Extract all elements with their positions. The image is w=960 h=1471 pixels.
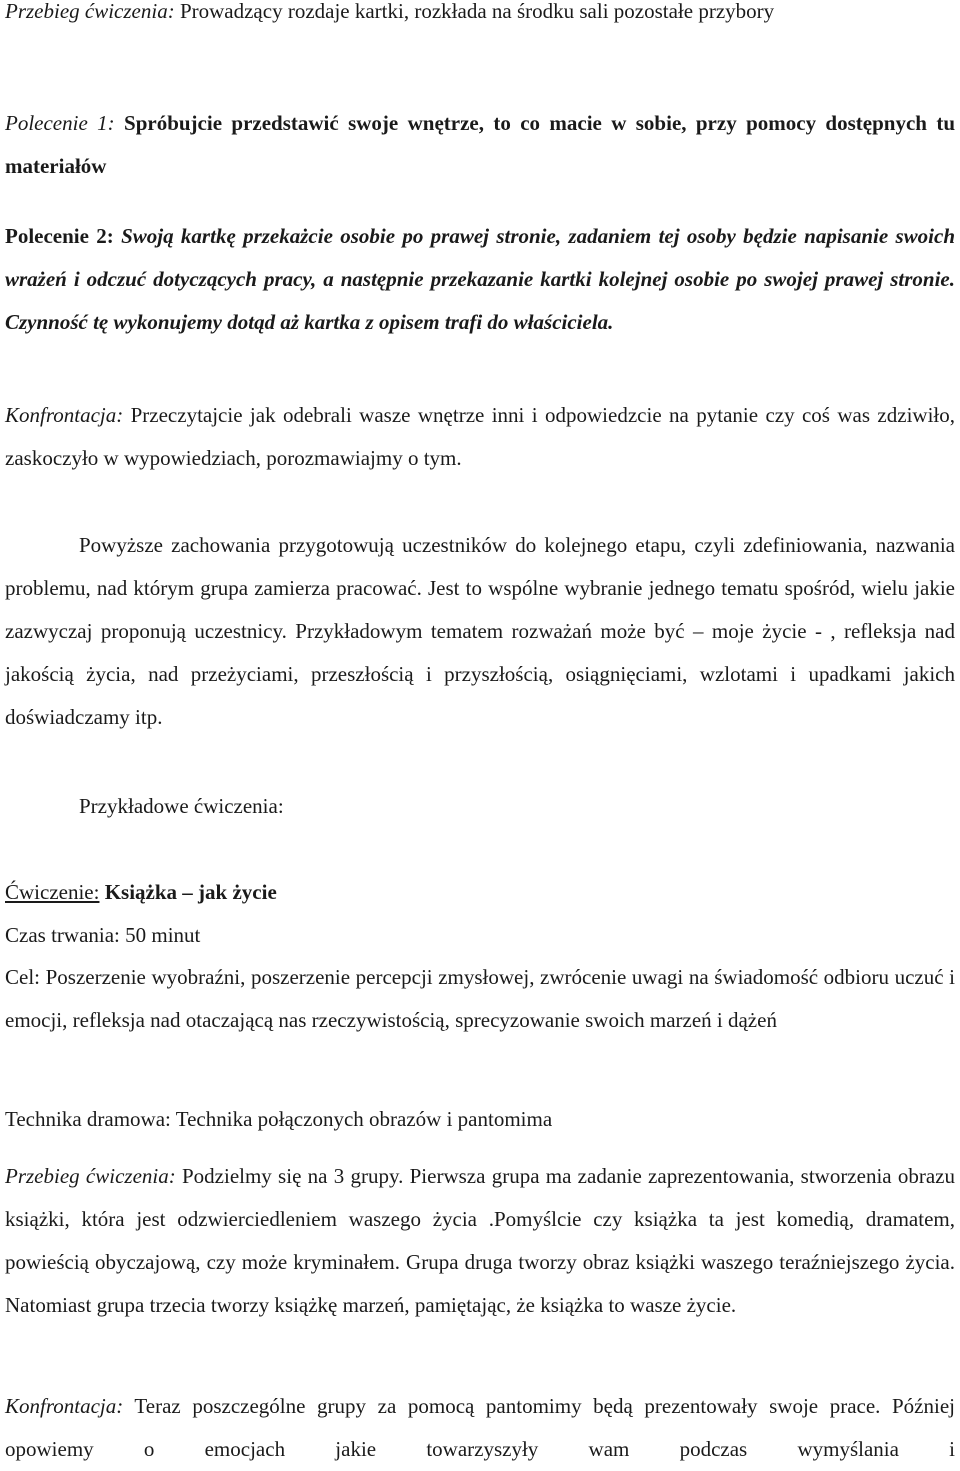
text-examples-heading: Przykładowe ćwiczenia: [79,794,284,818]
paragraph-examples-heading [5,785,960,828]
exercise-course-label: Przebieg ćwiczenia: [5,1164,176,1188]
label-task-2: Polecenie 2: [5,224,114,248]
exercise-course-text: Podzielmy się na 3 grupy. Pierwsza grupa ma zadanie zaprezentowania, stworzenia obrazu książki, która jest odzwierciedleniem waszego życia .Pomyślcie czy książka ta jest komedią, dramatem, powieścią obyczajową, czy może kryminałem. Grupa druga tworzy obraz książki waszego teraźniejszego życia. Natomiast grupa trzecia tworzy książkę marzeń, pamiętając, że książka to wasze życie. [5,1164,956,1317]
exercise-confront-text: Teraz poszczególne grupy za pomocą pantomimy będą prezentowały swoje prace. Później opowiemy o emocjach jakie towarzyszyły wam podczas wymyślania i [5,1394,955,1461]
exercise-goal-label: Cel: [5,965,40,989]
paragraph-task-2 [5,215,955,344]
exercise-label: Ćwiczenie: [5,880,100,904]
exercise-course [5,1155,955,1327]
exercise-title-line [5,871,955,914]
text-summary: Powyższe zachowania przygotowują uczestników do kolejnego etapu, czyli zdefiniowania, nazwania problemu, nad którym grupa zamierza pracować. Jest to wspólne wybranie jednego tematu spośród, wielu jakie zazwyczaj proponują uczestnicy. Przykładowym tematem rozważań może być – moje życie - , refleksja nad jakością życia, nad przeżyciami, przeszłością i przyszłością, osiągnięciami, wzlotami i upadkami jakich doświadczamy itp. [5,533,955,729]
label-task-1: Polecenie 1: [5,111,115,135]
exercise-duration [5,914,955,957]
label-course: Przebieg ćwiczenia: [5,0,175,23]
exercise-confrontation [5,1385,955,1471]
paragraph-confrontation [5,394,955,480]
exercise-title: Książka – jak życie [104,880,277,904]
exercise-goal [5,956,955,1042]
text-task-2-bold: Czynność tę wykonujemy dotąd aż kartka z opisem trafi do właściciela. [5,310,614,334]
exercise-goal-text: Poszerzenie wyobraźni, poszerzenie percepcji zmysłowej, zwrócenie uwagi na świadomość odbioru uczuć i emocji, refleksja nad otaczającą nas rzeczywistością, sprecyzowanie swoich marzeń i dążeń [5,965,955,1032]
paragraph-task-1 [5,102,955,188]
label-confrontation: Konfrontacja: [5,403,124,427]
text-course: Prowadzący rozdaje kartki, rozkłada na środku sali pozostałe przybory [174,0,775,23]
paragraph-course-intro [5,0,955,33]
exercise-confront-label: Konfrontacja: [5,1394,124,1418]
text-task-2: Swoją kartkę przekażcie osobie po prawej stronie, zadaniem tej osoby będzie napisanie swoich wrażeń i odczuć dotyczących pracy, a następnie przekazanie kartki kolejnej osobie po swojej prawej stronie. [5,224,955,291]
exercise-duration-text: Czas trwania: 50 minut [5,923,201,947]
text-confrontation: Przeczytajcie jak odebrali wasze wnętrze inni i odpowiedzcie na pytanie czy coś was zdziwiło, zaskoczyło w wypowiedziach, porozmawiajmy o tym. [5,403,955,470]
exercise-technique-text: Technika dramowa: Technika połączonych obrazów i pantomima [5,1107,553,1131]
paragraph-summary [5,524,955,739]
text-task-1: Spróbujcie przedstawić swoje wnętrze, to co macie w sobie, przy pomocy dostępnych tu materiałów [5,111,955,178]
exercise-technique [5,1098,955,1141]
